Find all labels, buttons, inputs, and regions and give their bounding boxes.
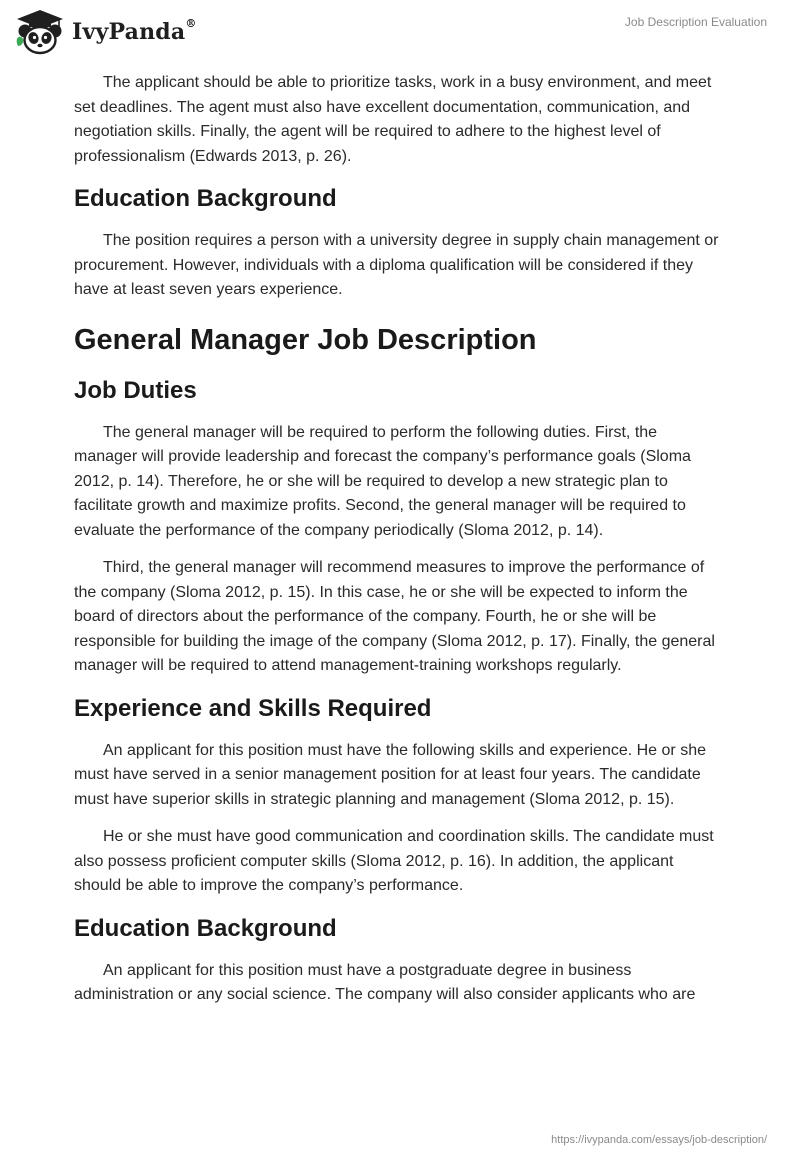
paragraph-skills-agent: The applicant should be able to prioritize tasks, work in a busy environment, and meet set deadlines. The agent must also have excellent documentation, communication, and negotiation skills. Finally, the agent will be required to adhere to the highest level of professionalism (Edwards 2013, p. 26). [74,74,712,165]
heading-general-manager-job-description: General Manager Job Description [74,323,537,356]
essay-content [74,71,724,1021]
panda-graduate-icon [14,8,66,56]
ivypanda-logo[interactable] [14,8,197,56]
heading-education-background-manager: Education Background [74,914,337,942]
paragraph-education-manager: An applicant for this position must have a postgraduate degree in business administration or any social science. The company will also consider applicants who are [74,961,696,1003]
paragraph-job-duties-1: The general manager will be required to perform the following duties. First, the manager will provide leadership and forecast the company’s performance goals (Sloma 2012, p. 14). Therefore, he or she will be required to develop a new strategic plan to facilitate growth and maximize profits. Second, the general manager will be required to evaluate the performance of the company periodically (Sloma 2012, p. 14). [74,423,691,539]
brand-name: IvyPanda® [72,16,197,45]
document-title: Job Description Evaluation [624,15,767,29]
heading-experience-and-skills: Experience and Skills Required [74,694,432,722]
registered-mark: ® [185,16,197,30]
paragraph-education-agent: The position requires a person with a university degree in supply chain management or procurement. However, individuals with a diploma qualification will be considered if they have at least seven years experience. [74,232,719,298]
paragraph-job-duties-2: Third, the general manager will recommend measures to improve the performance of the company (Sloma 2012, p. 15). In this case, he or she will be expected to inform the board of directors about the performance of the company. Fourth, he or she will be responsible for building the image of the company (Sloma 2012, p. 17). Finally, the general manager will be required to attend management-training workshops regularly. [74,559,715,674]
page-header [0,0,800,60]
paragraph-experience-2: He or she must have good communication and coordination skills. The candidate must also possess proficient computer skills (Sloma 2012, p. 16). In addition, the applicant should be able to improve the company’s performance. [74,828,714,894]
heading-education-background-agent: Education Background [74,185,337,212]
heading-job-duties: Job Duties [74,376,197,404]
paragraph-experience-1: An applicant for this position must have the following skills and experience. He or she must have served in a senior management position for at least four years. The candidate must have superior skills in strategic planning and management (Sloma 2012, p. 15). [74,741,706,808]
source-url[interactable]: https://ivypanda.com/essays/job-description/ [551,1134,767,1146]
